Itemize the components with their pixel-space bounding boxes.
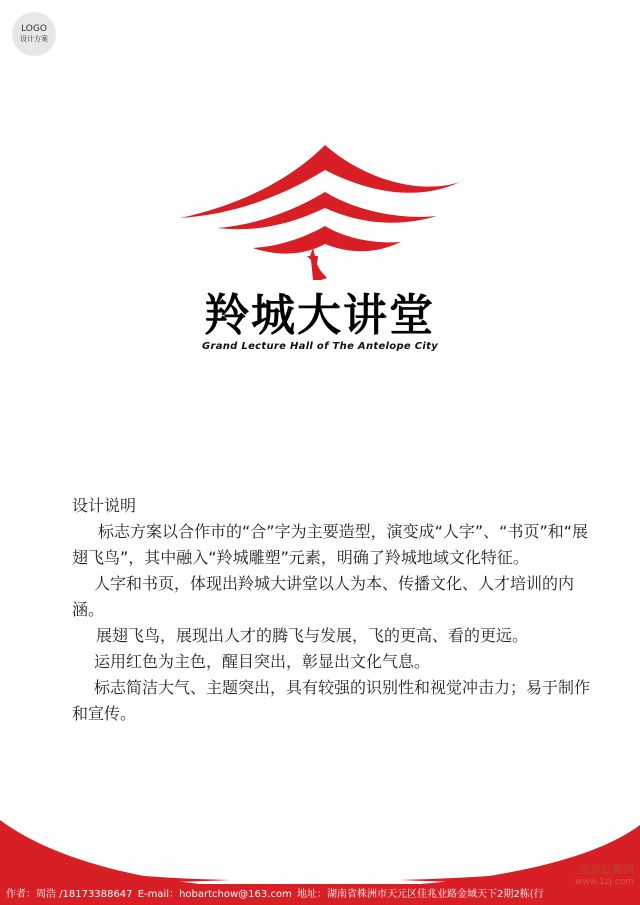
badge-line1: LOGO [21,24,47,34]
logo-antelope [307,248,327,280]
footer-bar [0,884,640,905]
logo-subtitle: Grand Lecture Hall of The Antelope City [201,341,439,352]
description-paragraph: 运用红色为主色，醒目突出，彰显出文化气息。 [94,652,431,671]
logo-title: 羚城大讲堂 [205,290,435,341]
watermark-line1: 全球征集网 [579,863,634,876]
watermark-line2: www.1zj.com [574,877,634,887]
badge-line2: 设计方案 [20,35,48,43]
footer-address: 地址：湖南省株洲市天元区佳兆业路金域天下2期2栋(行 [297,889,544,900]
logo-mark-icon [175,140,475,290]
logo-roof-bottom [253,226,401,254]
watermark [575,863,634,889]
description-paragraph: 标志简洁大气、主题突出，具有较强的识别性和视觉冲击力；易于制作和宣传。 [72,678,591,723]
description-paragraph: 标志方案以合作市的“合”字为主要造型，演变成“人字”、“书页”和“展翅飞鸟”，其中融入“羚城雕塑”元素，明确了羚城地域文化特征。 [72,522,589,567]
footer-email: E-mail：hobartchow@163.com [137,889,292,900]
logo-badge [12,12,56,56]
description-paragraph: 展翅飞鸟，展现出人才的腾飞与发展，飞的更高、看的更远。 [96,626,529,645]
design-description [72,493,592,727]
description-paragraph: 人字和书页，体现出羚城大讲堂以人为本、传播文化、人才培训的内涵。 [72,574,575,619]
description-heading: 设计说明 [72,496,137,515]
footer-author: 作者：周浩 /18173388647 [6,889,133,900]
